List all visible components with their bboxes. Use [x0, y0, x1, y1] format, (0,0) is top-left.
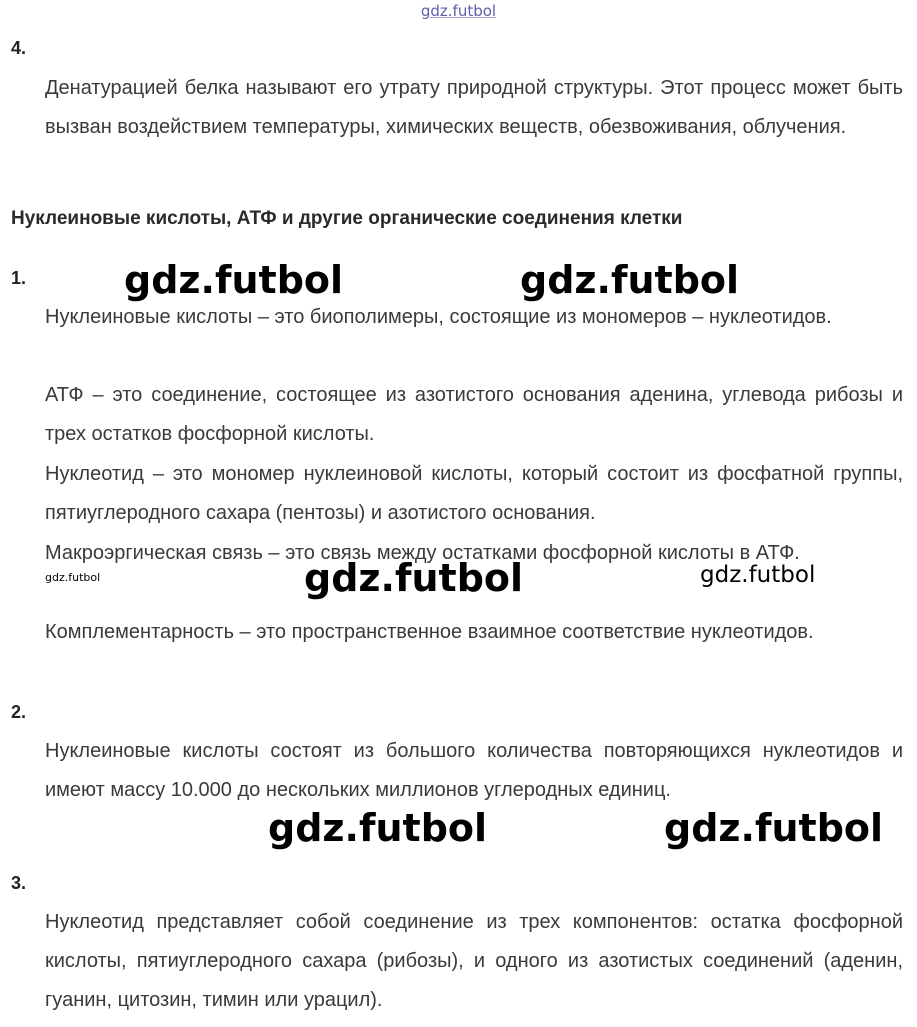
- watermark: gdz.futbol: [304, 556, 524, 600]
- watermark: gdz.futbol: [268, 806, 488, 850]
- answer-1-paragraph-4: Макроэргическая связь – это связь между остатками фосфорной кислоты в АТФ.: [45, 542, 800, 564]
- answer-number-4: 4.: [11, 38, 27, 58]
- watermark-small: gdz.futbol: [45, 571, 101, 584]
- answer-number-3: 3.: [11, 873, 27, 893]
- answer-2-text: Нуклеиновые кислоты состоят из большого количества повторяющихся нуклеотидов и имеют массу 10.000 до нескольких миллионов углеродных единиц.: [45, 740, 903, 801]
- answer-number-1: 1.: [11, 268, 27, 288]
- answer-1-paragraph-2: АТФ – это соединение, состоящее из азотистого основания аденина, углевода рибозы и трех остатков фосфорной кислоты.: [45, 384, 903, 445]
- watermark: gdz.futbol: [520, 258, 740, 302]
- answer-1-paragraph-3: Нуклеотид – это мономер нуклеиновой кислоты, который состоит из фосфатной группы, пятиуглеродного сахара (пентозы) и азотистого основания.: [45, 463, 903, 524]
- site-watermark-link[interactable]: gdz.futbol: [420, 2, 497, 20]
- watermark: gdz.futbol: [124, 258, 344, 302]
- watermark-medium: gdz.futbol: [700, 562, 816, 588]
- answer-4-text: Денатурацией белка называют его утрату природной структуры. Этот процесс может быть вызван воздействием температуры, химических веществ, обезвоживания, облучения.: [45, 77, 903, 138]
- answer-1-paragraph-1: Нуклеиновые кислоты – это биополимеры, состоящие из мономеров – нуклеотидов.: [45, 306, 832, 328]
- section-title: Нуклеиновые кислоты, АТФ и другие органические соединения клетки: [11, 208, 683, 229]
- answer-number-2: 2.: [11, 702, 27, 722]
- watermark: gdz.futbol: [664, 806, 884, 850]
- answer-3-text: Нуклеотид представляет собой соединение из трех компонентов: остатка фосфорной кислоты, пятиуглеродного сахара (рибозы), и одного из азотистых соединений (аденин, гуанин, цитозин, тимин или урацил).: [45, 911, 903, 1011]
- answer-1-paragraph-5: Комплементарность – это пространственное взаимное соответствие нуклеотидов.: [45, 621, 814, 643]
